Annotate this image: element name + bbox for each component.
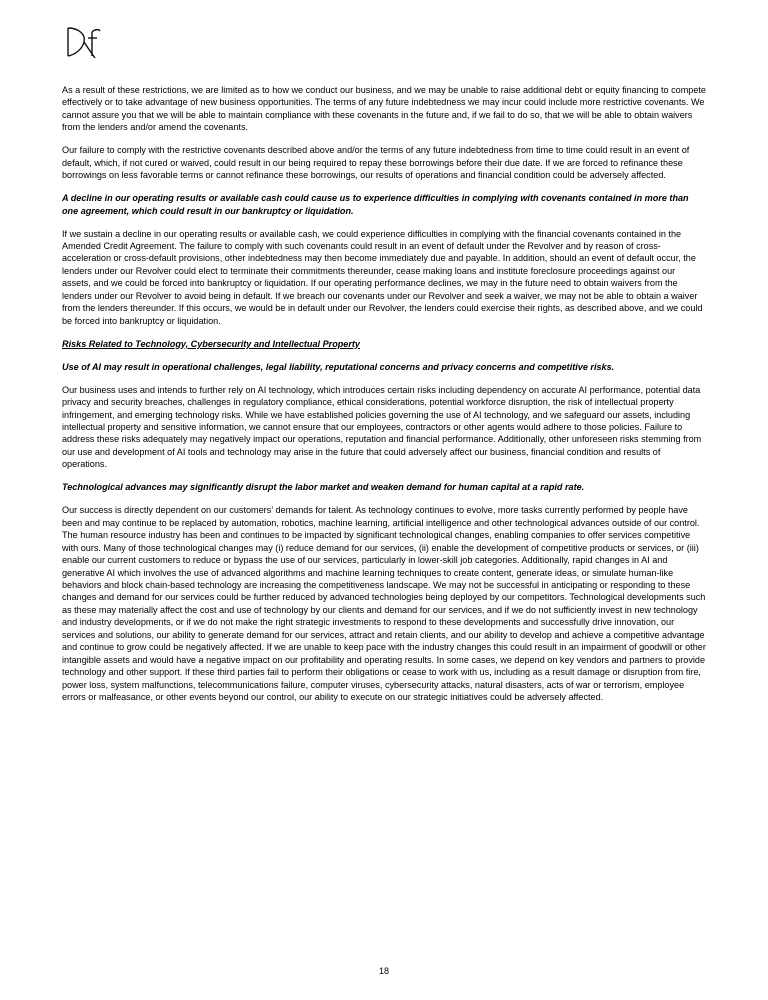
risk-factor-heading: A decline in our operating results or available cash could cause us to experience difficulties in complying with covenants contained in more than one agreement, which could result in our bankruptcy or liquidation. <box>62 193 689 216</box>
header-logo-area <box>62 26 706 70</box>
risk-factor-heading: Technological advances may significantly disrupt the labor market and weaken demand for human capital at a rapid rate. <box>62 482 585 493</box>
section-heading: Risks Related to Technology, Cybersecurity and Intellectual Property <box>62 338 360 349</box>
document-body <box>62 84 706 703</box>
kforce-logo-icon <box>62 26 104 60</box>
page-number: 18 <box>378 966 389 976</box>
paragraph: As a result of these restrictions, we are limited as to how we conduct our business, and we may be unable to raise additional debt or equity financing to compete effectively or to take advantage of new business opportunities. The terms of any future indebtedness we may incur could include more restrictive covenants. We cannot assure you that we will be able to maintain compliance with these covenants in the future and, if we fail to do so, that we will be able to obtain waivers from the lenders and/or amend the covenants. <box>62 85 706 133</box>
paragraph: Our success is directly dependent on our customers’ demands for talent. As technology continues to evolve, more tasks currently performed by people have been and may continue to be replaced by automation, robotics, machine learning, artificial intelligence and other technological advances outside of our control. The human resource industry has been and continues to be impacted by significant technological changes, enabling companies to offer services competitive with ours. Many of those technological changes may (i) reduce demand for our services, (ii) enable the development of competitive products or services, or (iii) enable our current customers to reduce or bypass the use of our services, particularly in lower-skill job categories. Additionally, rapid changes in AI and generative AI which involves the use of advanced algorithms and machine learning techniques to create content, generate ideas, or simulate human-like behaviors and block chain-based technology are increasing the competitiveness landscape. We may not be successful in anticipating or responding to these changes and demand for our services could be further reduced by advanced technologies being deployed by our competitors. Technological developments such as these may materially affect the cost and use of technology by our clients and demand for our services, and if we do not sufficiently invest in new technology and industry developments, or if we do not make the right strategic investments to respond to these developments and successfully drive innovation, our services and solutions, our ability to generate demand for our services, attract and retain clients, and our ability to develop and achieve a competitive advantage and continue to grow could be negatively affected. If we are unable to keep pace with the industry changes this could result in an impairment of goodwill or other intangible assets and would have a negative impact on our profitability and operating results. In some cases, we depend on key vendors and partners to provide technology and other support. If these third parties fail to perform their obligations or cease to work with us, including as a result damage or disruption from fire, power loss, system malfunctions, telecommunications failure, computer viruses, cybersecurity attacks, natural disasters, acts of war or terrorism, employee errors or malfeasance, or other events beyond our control, our ability to execute on our strategic initiatives could be adversely affected. <box>62 505 706 703</box>
paragraph: Our failure to comply with the restrictive covenants described above and/or the terms of any future indebtedness from time to time could result in an event of default, which, if not cured or waived, could result in our being required to repay these borrowings before their due date. If we are forced to refinance these borrowings on less favorable terms or cannot refinance these borrowings, our results of operations and financial condition could be adversely affected. <box>62 145 690 181</box>
risk-factor-heading: Use of AI may result in operational challenges, legal liability, reputational concerns and privacy concerns and competitive risks. <box>62 361 615 372</box>
paragraph: Our business uses and intends to further rely on AI technology, which introduces certain risks including dependency on accurate AI performance, potential data privacy and security breaches, challenges in regulatory compliance, ethical considerations, potential workforce disruption, the risk of intellectual property infringement, and emerging technology risks. While we have established policies governing the use of AI technology, and we safeguard our assets, including intellectual property and sensitive information, we cannot ensure that our employees, contractors or other agents would adhere to those policies. Failure to address these risks adequately may negatively impact our operations, reputation and financial performance. Additionally, other unforeseen risks stemming from our use and development of AI tools and technology may arise in the future that could adversely affect our business, financial condition and results of operations. <box>62 384 702 470</box>
paragraph: If we sustain a decline in our operating results or available cash, we could experience difficulties in complying with the financial covenants contained in the Amended Credit Agreement. The failure to comply with such covenants could result in an event of default under the Revolver and by reason of cross-acceleration or cross-default provisions, other indebtedness may then become immediately due and payable. In addition, should an event of default occur, the lenders under our Revolver could elect to terminate their commitments thereunder, cease making loans and institute foreclosure proceedings against our assets, and we could be forced into bankruptcy or liquidation. If our operating performance declines, we may in the future need to obtain waivers from the lenders under our Revolver to avoid being in default. If we breach our covenants under our Revolver and seek a waiver, we may not be able to obtain a waiver from the lenders thereunder. If this occurs, we would be in default under our Revolver, the lenders could exercise their rights, as described above, and we could be forced into bankruptcy or liquidation. <box>62 228 703 326</box>
